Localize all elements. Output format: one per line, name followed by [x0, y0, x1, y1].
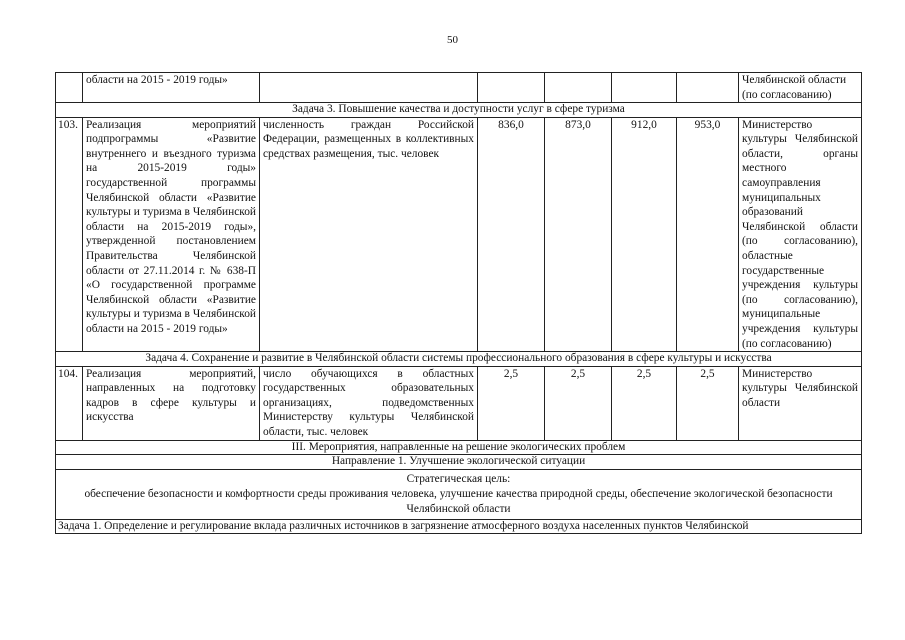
indicator-cell: число обучающихся в областных государственных образовательных организациях, подведомственных Министерству культуры Челябинской области, тыс. человек [260, 366, 478, 440]
task-header-row [56, 519, 862, 534]
row-number: 103. [56, 117, 83, 352]
task3-header: Задача 3. Повышение качества и доступности услуг в сфере туризма [56, 103, 862, 118]
direction1-header: Направление 1. Улучшение экологической ситуации [56, 455, 862, 470]
value-cell-2017: 873,0 [545, 117, 612, 352]
cont-value-cell [545, 73, 612, 103]
cont-index-cell [56, 73, 83, 103]
strategic-goal-cell [56, 469, 862, 519]
cont-value-cell [478, 73, 545, 103]
value-cell-2016: 2,5 [478, 366, 545, 440]
value-cell-2017: 2,5 [545, 366, 612, 440]
table-row-continuation [56, 73, 862, 103]
cont-executor-cell: Челябинской области (по согласованию) [739, 73, 862, 103]
value-cell-2019: 953,0 [677, 117, 739, 352]
cont-name-cell: области на 2015 - 2019 годы» [83, 73, 260, 103]
direction-header-row [56, 455, 862, 470]
task-header-row [56, 352, 862, 367]
cont-value-cell [612, 73, 677, 103]
value-cell-2018: 912,0 [612, 117, 677, 352]
table-row-104 [56, 366, 862, 440]
cont-indicator-cell [260, 73, 478, 103]
table-row-103 [56, 117, 862, 352]
value-cell-2018: 2,5 [612, 366, 677, 440]
document-table [55, 72, 862, 534]
cont-value-cell [677, 73, 739, 103]
executor-cell: Министерство культуры Челябинской области [739, 366, 862, 440]
executor-cell: Министерство культуры Челябинской области, органы местного самоуправления муниципальных образований Челябинской области (по согласованию), областные государственные учреждения культуры (по согласованию), муниципальные учреждения культуры (по согласованию) [739, 117, 862, 352]
task1-eco-header: Задача 1. Определение и регулирование вклада различных источников в загрязнение атмосферного воздуха населенных пунктов Челябинской [56, 519, 862, 534]
section3-header: III. Мероприятия, направленные на решение экологических проблем [56, 440, 862, 455]
event-name-cell: Реализация мероприятий, направленных на подготовку кадров в сфере культуры и искусства [83, 366, 260, 440]
strategic-goal-title: Стратегическая цель: [406, 472, 511, 485]
value-cell-2019: 2,5 [677, 366, 739, 440]
page-number: 50 [447, 34, 458, 46]
task4-header: Задача 4. Сохранение и развитие в Челябинской области системы профессионального образования в сфере культуры и искусства [56, 352, 862, 367]
event-name-cell: Реализация мероприятий подпрограммы «Развитие внутреннего и въездного туризма на 2015-2019 годы» государственной программы Челябинской области «Развитие культуры и туризма в Челябинской области на 2015-2019 годы», утвержденной постановлением Правительства Челябинской области от 27.11.2014 г. № 638-П «О государственной программе Челябинской области «Развитие культуры и туризма в Челябинской области на 2015 - 2019 годы» [83, 117, 260, 352]
value-cell-2016: 836,0 [478, 117, 545, 352]
row-number: 104. [56, 366, 83, 440]
strategic-goal-row [56, 469, 862, 519]
task-header-row [56, 103, 862, 118]
section-header-row [56, 440, 862, 455]
strategic-goal-text: обеспечение безопасности и комфортности среды проживания человека, улучшение качества природной среды, обеспечение экологической безопасности Челябинской области [84, 487, 833, 515]
indicator-cell: численность граждан Российской Федерации, размещенных в коллективных средствах размещения, тыс. человек [260, 117, 478, 352]
